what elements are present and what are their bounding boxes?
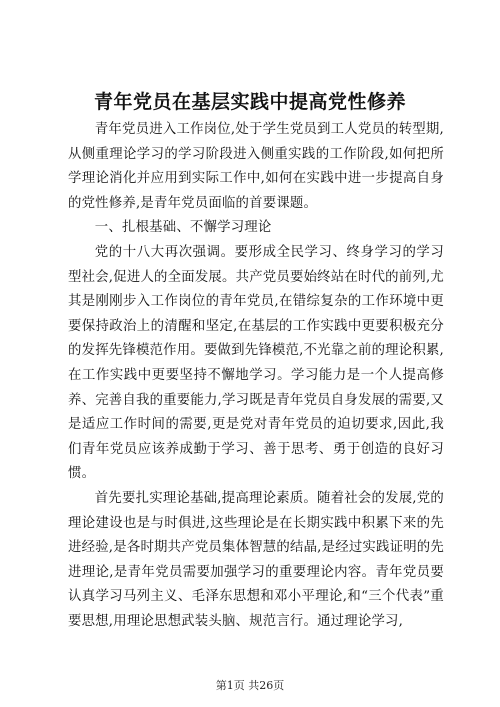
section-heading: 一、扎根基础、不懈学习理论 [94,220,272,236]
document-title: 青年党员在基层实践中提高党性修养 [93,91,406,113]
paragraph-theory: 首先要扎实理论基础,提高理论素质。随着社会的发展,党的理论建设也是与时俱进,这些理论是在长期实践中积累下来的先进经验,是各时期共产党员集体智慧的结晶,是经过实践证明的先进理论,是青年党员需要加强学习的重要理论内容。青年党员要认真学习马列主义、毛泽东思想和邓小平理论,和“三个代表”重要思想,用理论思想武装头脑、规范言行。通过理论学习, [68,490,444,629]
paragraph-learning: 党的十八大再次强调。要形成全民学习、终身学习的学习型社会,促进人的全面发展。共产党员要始终站在时代的前列,尤其是刚刚步入工作岗位的青年党员,在错综复杂的工作环境中更要保持政治上的清醒和坚定,在基层的工作实践中更要积极充分的发挥先锋模范作用。要做到先锋模范,不光靠之前的理论积累,在工作实践中更要坚持不懈地学习。学习能力是一个人提高修养、完善自我的重要能力,学习既是青年党员自身发展的需要,又是适应工作时间的需要,更是党对青年党员的迫切要求,因此,我们青年党员应该养成勤于学习、善于思考、勇于创造的良好习惯。 [68,244,444,482]
document-body [68,118,444,634]
paragraph-intro: 青年党员进入工作岗位,处于学生党员到工人党员的转型期,从侧重理论学习的学习阶段进入侧重实践的工作阶段,如何把所学理论消化并应用到实际工作中,如何在实践中进一步提高自身的党性修养,是青年党员面临的首要课题。 [68,122,444,211]
page-footer: 第1页 共26页 [215,679,285,692]
